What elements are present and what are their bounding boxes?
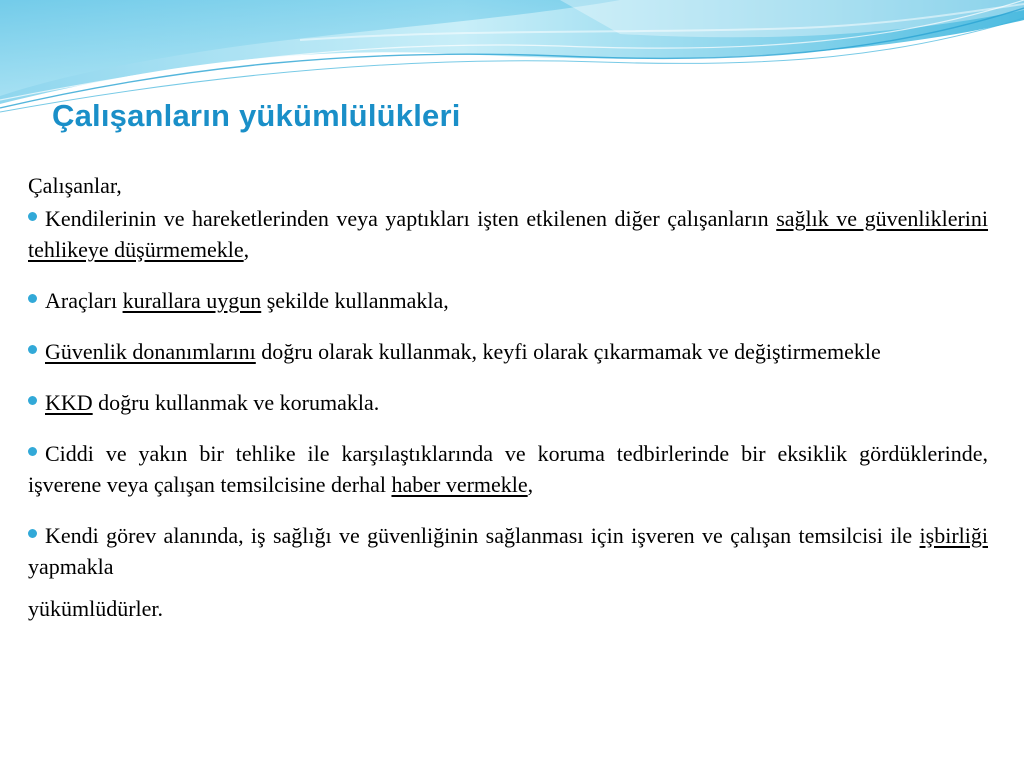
bullet-underlined-text: kurallara uygun (122, 288, 262, 313)
closing-text: yükümlüdürler. (28, 596, 164, 621)
bullet-underlined-text: haber vermekle (391, 472, 528, 497)
bullet-underlined-text: işbirliği (919, 523, 988, 548)
bullet-underlined-text: sağlık ve güvenliklerini tehlikeye düşürmemekle (28, 206, 989, 262)
bullet-text: Ciddi ve yakın bir tehlike ile karşılaştıklarında ve koruma tedbirlerinde bir eksiklik gördüklerinde, işverene veya çalışan temsilcisine derhal (28, 441, 988, 497)
bullet-item (28, 387, 988, 418)
bullet-item (28, 336, 988, 367)
slide-body (28, 170, 988, 624)
bullet-icon (28, 345, 37, 354)
bullet-underlined-text: Güvenlik donanımlarını (45, 339, 256, 364)
slide-title: Çalışanların yükümlülükleri (52, 98, 461, 133)
bullet-icon (28, 447, 37, 456)
bullet-icon (28, 396, 37, 405)
bullet-text: doğru kullanmak ve korumakla. (92, 390, 380, 415)
bullet-item (28, 520, 988, 582)
bullet-text: doğru olarak kullanmak, keyfi olarak çıkarmamak ve değiştirmemekle (255, 339, 881, 364)
bullet-item (28, 438, 988, 500)
bullet-underlined-text: KKD (45, 390, 93, 415)
bullet-item (28, 203, 988, 265)
bullet-text: yapmakla (28, 554, 114, 579)
bullet-icon (28, 294, 37, 303)
bullet-item (28, 285, 988, 316)
bullet-text: Araçları (45, 288, 123, 313)
bullet-text: , (527, 472, 534, 497)
intro-text: Çalışanlar, (28, 173, 122, 198)
bullet-text: Kendilerinin ve hareketlerinden veya yaptıkları işten etkilenen diğer çalışanların (45, 206, 777, 231)
bullet-icon (28, 529, 37, 538)
bullet-text: şekilde kullanmakla, (261, 288, 449, 313)
bullet-icon (28, 212, 37, 221)
bullet-text: , (243, 237, 250, 262)
bullet-text: Kendi görev alanında, iş sağlığı ve güvenliğinin sağlanması için işveren ve çalışan temsilcisi ile (45, 523, 920, 548)
